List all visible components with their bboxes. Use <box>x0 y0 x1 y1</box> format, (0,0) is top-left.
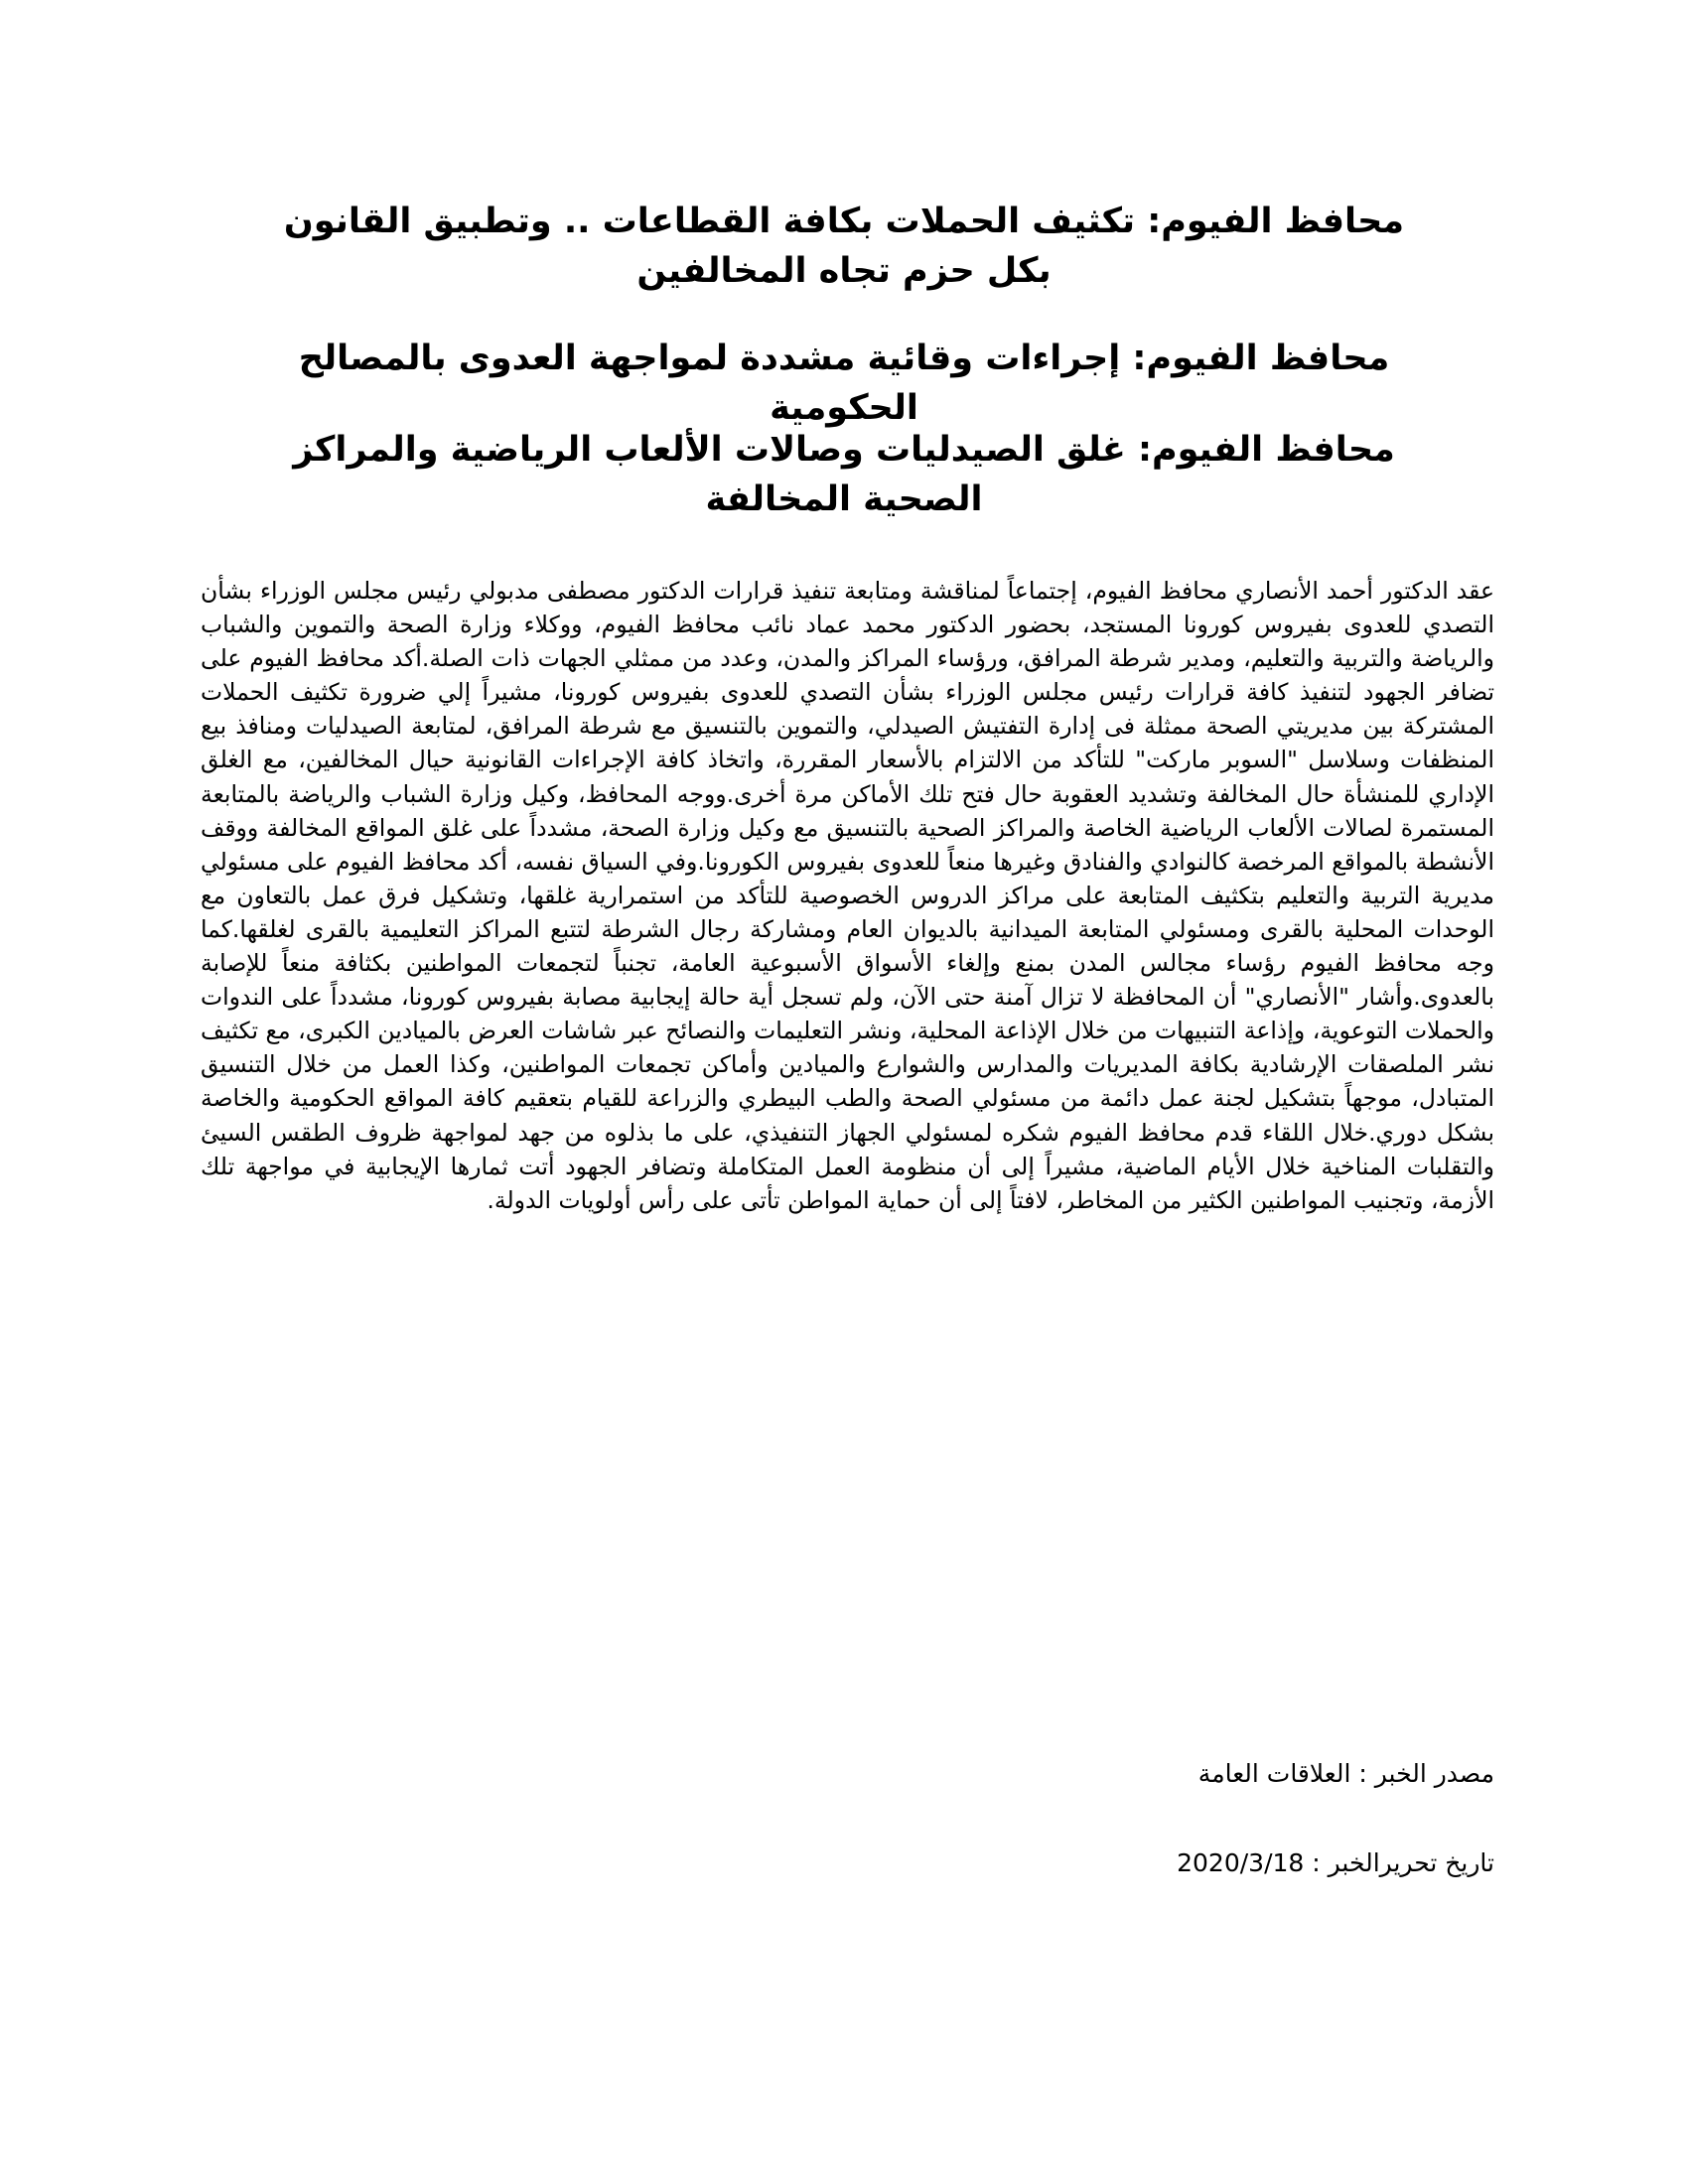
headline-1: محافظ الفيوم: تكثيف الحملات بكافة القطاعات .. وتطبيق القانون بكل حزم تجاه المخالفين <box>283 202 1405 291</box>
article-body: عقد الدكتور أحمد الأنصاري محافظ الفيوم، إجتماعاً لمناقشة ومتابعة تنفيذ قرارات الدكتور مصطفى مدبولي رئيس مجلس الوزراء بشأن التصدي للعدوى بفيروس كورونا المستجد، بحضور الدكتور محمد عماد نائب محافظ الفيوم، ووكلاء وزارة الصحة والتموين والشباب والرياضة والتربية والتعليم، ومدير شرطة المرافق، ورؤساء المراكز والمدن، وعدد من ممثلي الجهات ذات الصلة.أكد محافظ الفيوم على تضافر الجهود لتنفيذ كافة قرارات رئيس مجلس الوزراء بشأن التصدي للعدوى بفيروس كورونا، مشيراً إلي ضرورة تكثيف الحملات المشتركة بين مديريتي الصحة ممثلة فى إدارة التفتيش الصيدلي، والتموين بالتنسيق مع شرطة المرافق، لمتابعة الصيدليات ومنافذ بيع المنظفات وسلاسل "السوبر ماركت" للتأكد من الالتزام بالأسعار المقررة، واتخاذ كافة الإجراءات القانونية حيال المخالفين، مع الغلق الإداري للمنشأة حال المخالفة وتشديد العقوبة حال فتح تلك الأماكن مرة أخرى.ووجه المحافظ، وكيل وزارة الشباب والرياضة بالمتابعة المستمرة لصالات الألعاب الرياضية الخاصة والمراكز الصحية بالتنسيق مع وكيل وزارة الصحة، مشدداً على غلق المواقع المخالفة ووقف الأنشطة بالمواقع المرخصة كالنوادي والفنادق وغيرها منعاً للعدوى بفيروس الكورونا.وفي السياق نفسه، أكد محافظ الفيوم على مسئولي مديرية التربية والتعليم بتكثيف المتابعة على مراكز الدروس الخصوصية للتأكد من استمرارية غلقها، وتشكيل فرق عمل بالتعاون مع الوحدات المحلية بالقرى ومسئولي المتابعة الميدانية بالديوان العام ومشاركة رجال الشرطة لتتبع المراكز التعليمية بالقرى لغلقها.كما وجه محافظ الفيوم رؤساء مجالس المدن بمنع وإلغاء الأسواق الأسبوعية العامة، تجنباً لتجمعات المواطنين بكثافة منعاً للإصابة بالعدوى.وأشار "الأنصاري" أن المحافظة لا تزال آمنة حتى الآن، ولم تسجل أية حالة إيجابية مصابة بفيروس كورونا، مشدداً على الندوات والحملات التوعوية، وإذاعة التنبيهات من خلال الإذاعة المحلية، ونشر التعليمات والنصائح عبر شاشات العرض بالميادين الكبرى، مع تكثيف نشر الملصقات الإرشادية بكافة المديريات والمدارس والشوارع والميادين وأماكن تجمعات المواطنين، وكذا العمل من خلال التنسيق المتبادل، موجهاً بتشكيل لجنة عمل دائمة من مسئولي الصحة والطب البيطري والزراعة للقيام بتعقيم كافة المواقع الحكومية والخاصة بشكل دوري.خلال اللقاء قدم محافظ الفيوم شكره لمسئولي الجهاز التنفيذي، على ما بذلوه من جهد لمواجهة ظروف الطقس السيئ والتقلبات المناخية خلال الأيام الماضية، مشيراً إلى أن منظومة العمل المتكاملة وتضافر الجهود أتت ثمارها الإيجابية في مواجهة تلك الأزمة، وتجنيب المواطنين الكثير من المخاطر، لافتاً إلى أن حماية المواطن تأتى على رأس أولويات الدولة. <box>201 577 1494 1214</box>
news-date: تاريخ تحريرالخبر : 2020/3/18 <box>1177 1848 1494 1877</box>
headline-2: محافظ الفيوم: إجراءات وقائية مشددة لمواجهة العدوى بالمصالح الحكومية <box>298 339 1390 428</box>
news-source: مصدر الخبر : العلاقات العامة <box>1197 1759 1494 1788</box>
headline-3: محافظ الفيوم: غلق الصيدليات وصالات الألعاب الرياضية والمراكز الصحية المخالفة <box>293 430 1395 519</box>
